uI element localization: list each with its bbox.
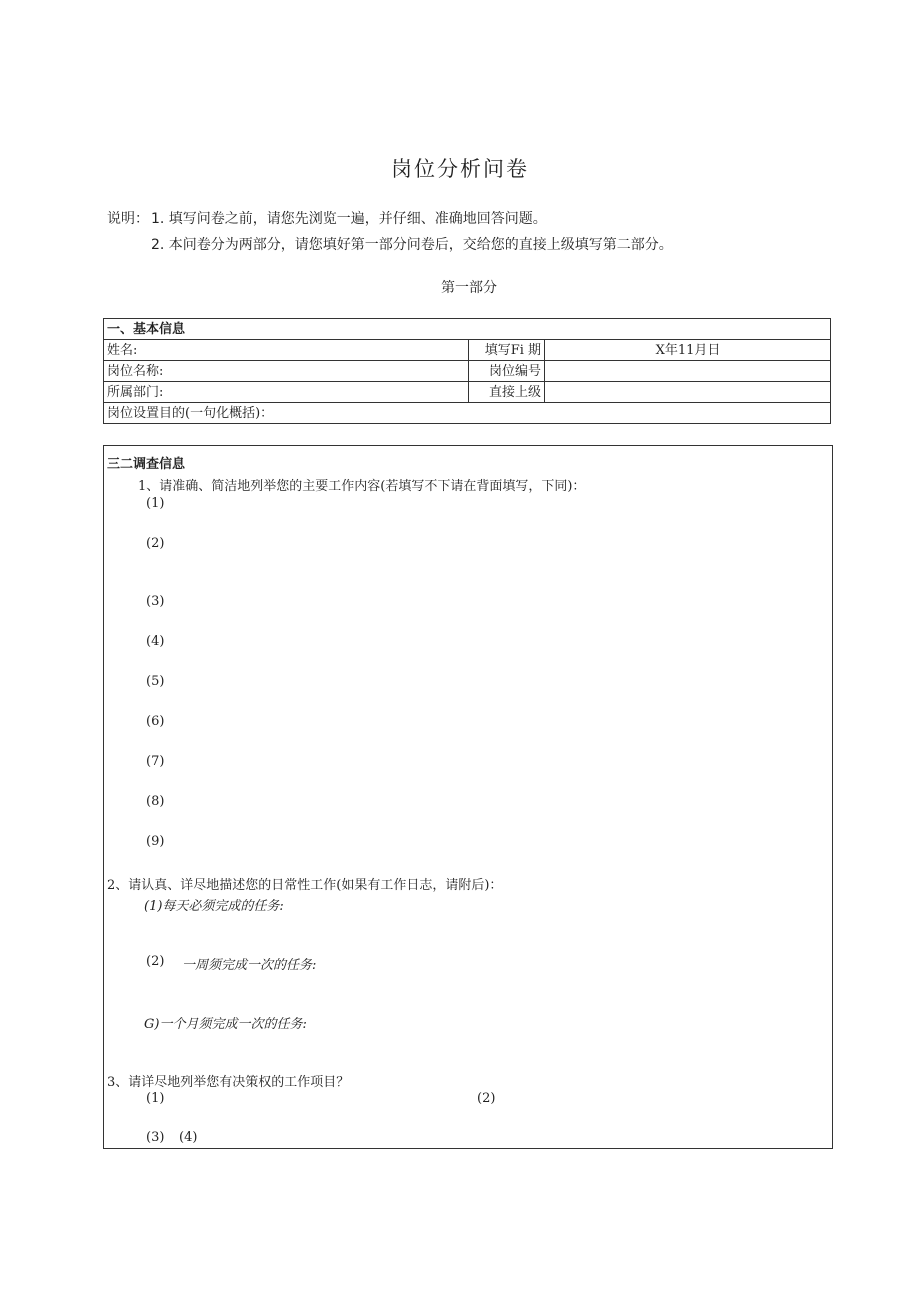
question-3: 3、请详尽地列举您有决策权的工作项目？ [107,1075,350,1090]
daily-task-item: (1)每天必须完成的任务: [144,899,284,914]
basic-info-heading-row [104,319,830,340]
part-heading: 第一部分 [441,280,497,296]
list-item: (1) [146,496,165,511]
basic-info-table [103,318,831,424]
list-item: (2) [477,1091,496,1106]
name-label: 姓名: [107,343,138,358]
table-row [104,403,830,424]
list-item: (3) [146,1130,165,1145]
weekly-task-item: 一周须完成一次的任务: [182,958,317,973]
list-item: (4) [146,634,165,649]
monthly-task-item: G)一个月须完成一次的任务: [144,1017,307,1032]
table-row [104,382,830,403]
table-row [104,361,830,382]
superior-field[interactable] [544,382,831,402]
list-item: (9) [146,834,165,849]
position-name-label: 岗位名称: [107,364,164,379]
list-item: (3) [146,594,165,609]
list-item: (7) [146,754,165,769]
department-label: 所属部门: [107,385,164,400]
basic-info-heading: 一、基本信息 [107,322,186,337]
instructions-label: 说明： [107,211,149,227]
page-title: 岗位分析问卷 [391,157,529,181]
question-1: 1、请准确、简洁地列举您的主要工作内容(若填写不下请在背面填写，下同)： [138,479,586,494]
purpose-label: 岗位设置目的(一句化概括)： [107,406,274,421]
survey-heading: 三二调查信息 [107,457,186,472]
superior-label: 直接上级 [468,382,544,402]
list-item: (6) [146,714,165,729]
list-item: (5) [146,674,165,689]
position-no-field[interactable] [544,361,831,381]
list-item: (1) [146,1091,165,1106]
table-row [104,340,830,361]
fill-date-label: 填写Fi 期 [468,340,544,360]
weekly-task-number: (2) [146,954,165,969]
question-2: 2、请认真、详尽地描述您的日常性工作(如果有工作日志，请附后)： [107,878,503,893]
instruction-line-1: 1. 填写问卷之前，请您先浏览一遍，并仔细、准确地回答问题。 [151,211,547,227]
list-item: (2) [146,536,165,551]
fill-date-value[interactable]: X年11月日 [544,340,831,360]
instruction-line-2: 2. 本问卷分为两部分，请您填好第一部分问卷后，交给您的直接上级填写第二部分。 [151,237,673,253]
survey-box [103,445,833,1149]
list-item: (4) [179,1130,198,1145]
list-item: (8) [146,794,165,809]
position-no-label: 岗位编号 [468,361,544,381]
